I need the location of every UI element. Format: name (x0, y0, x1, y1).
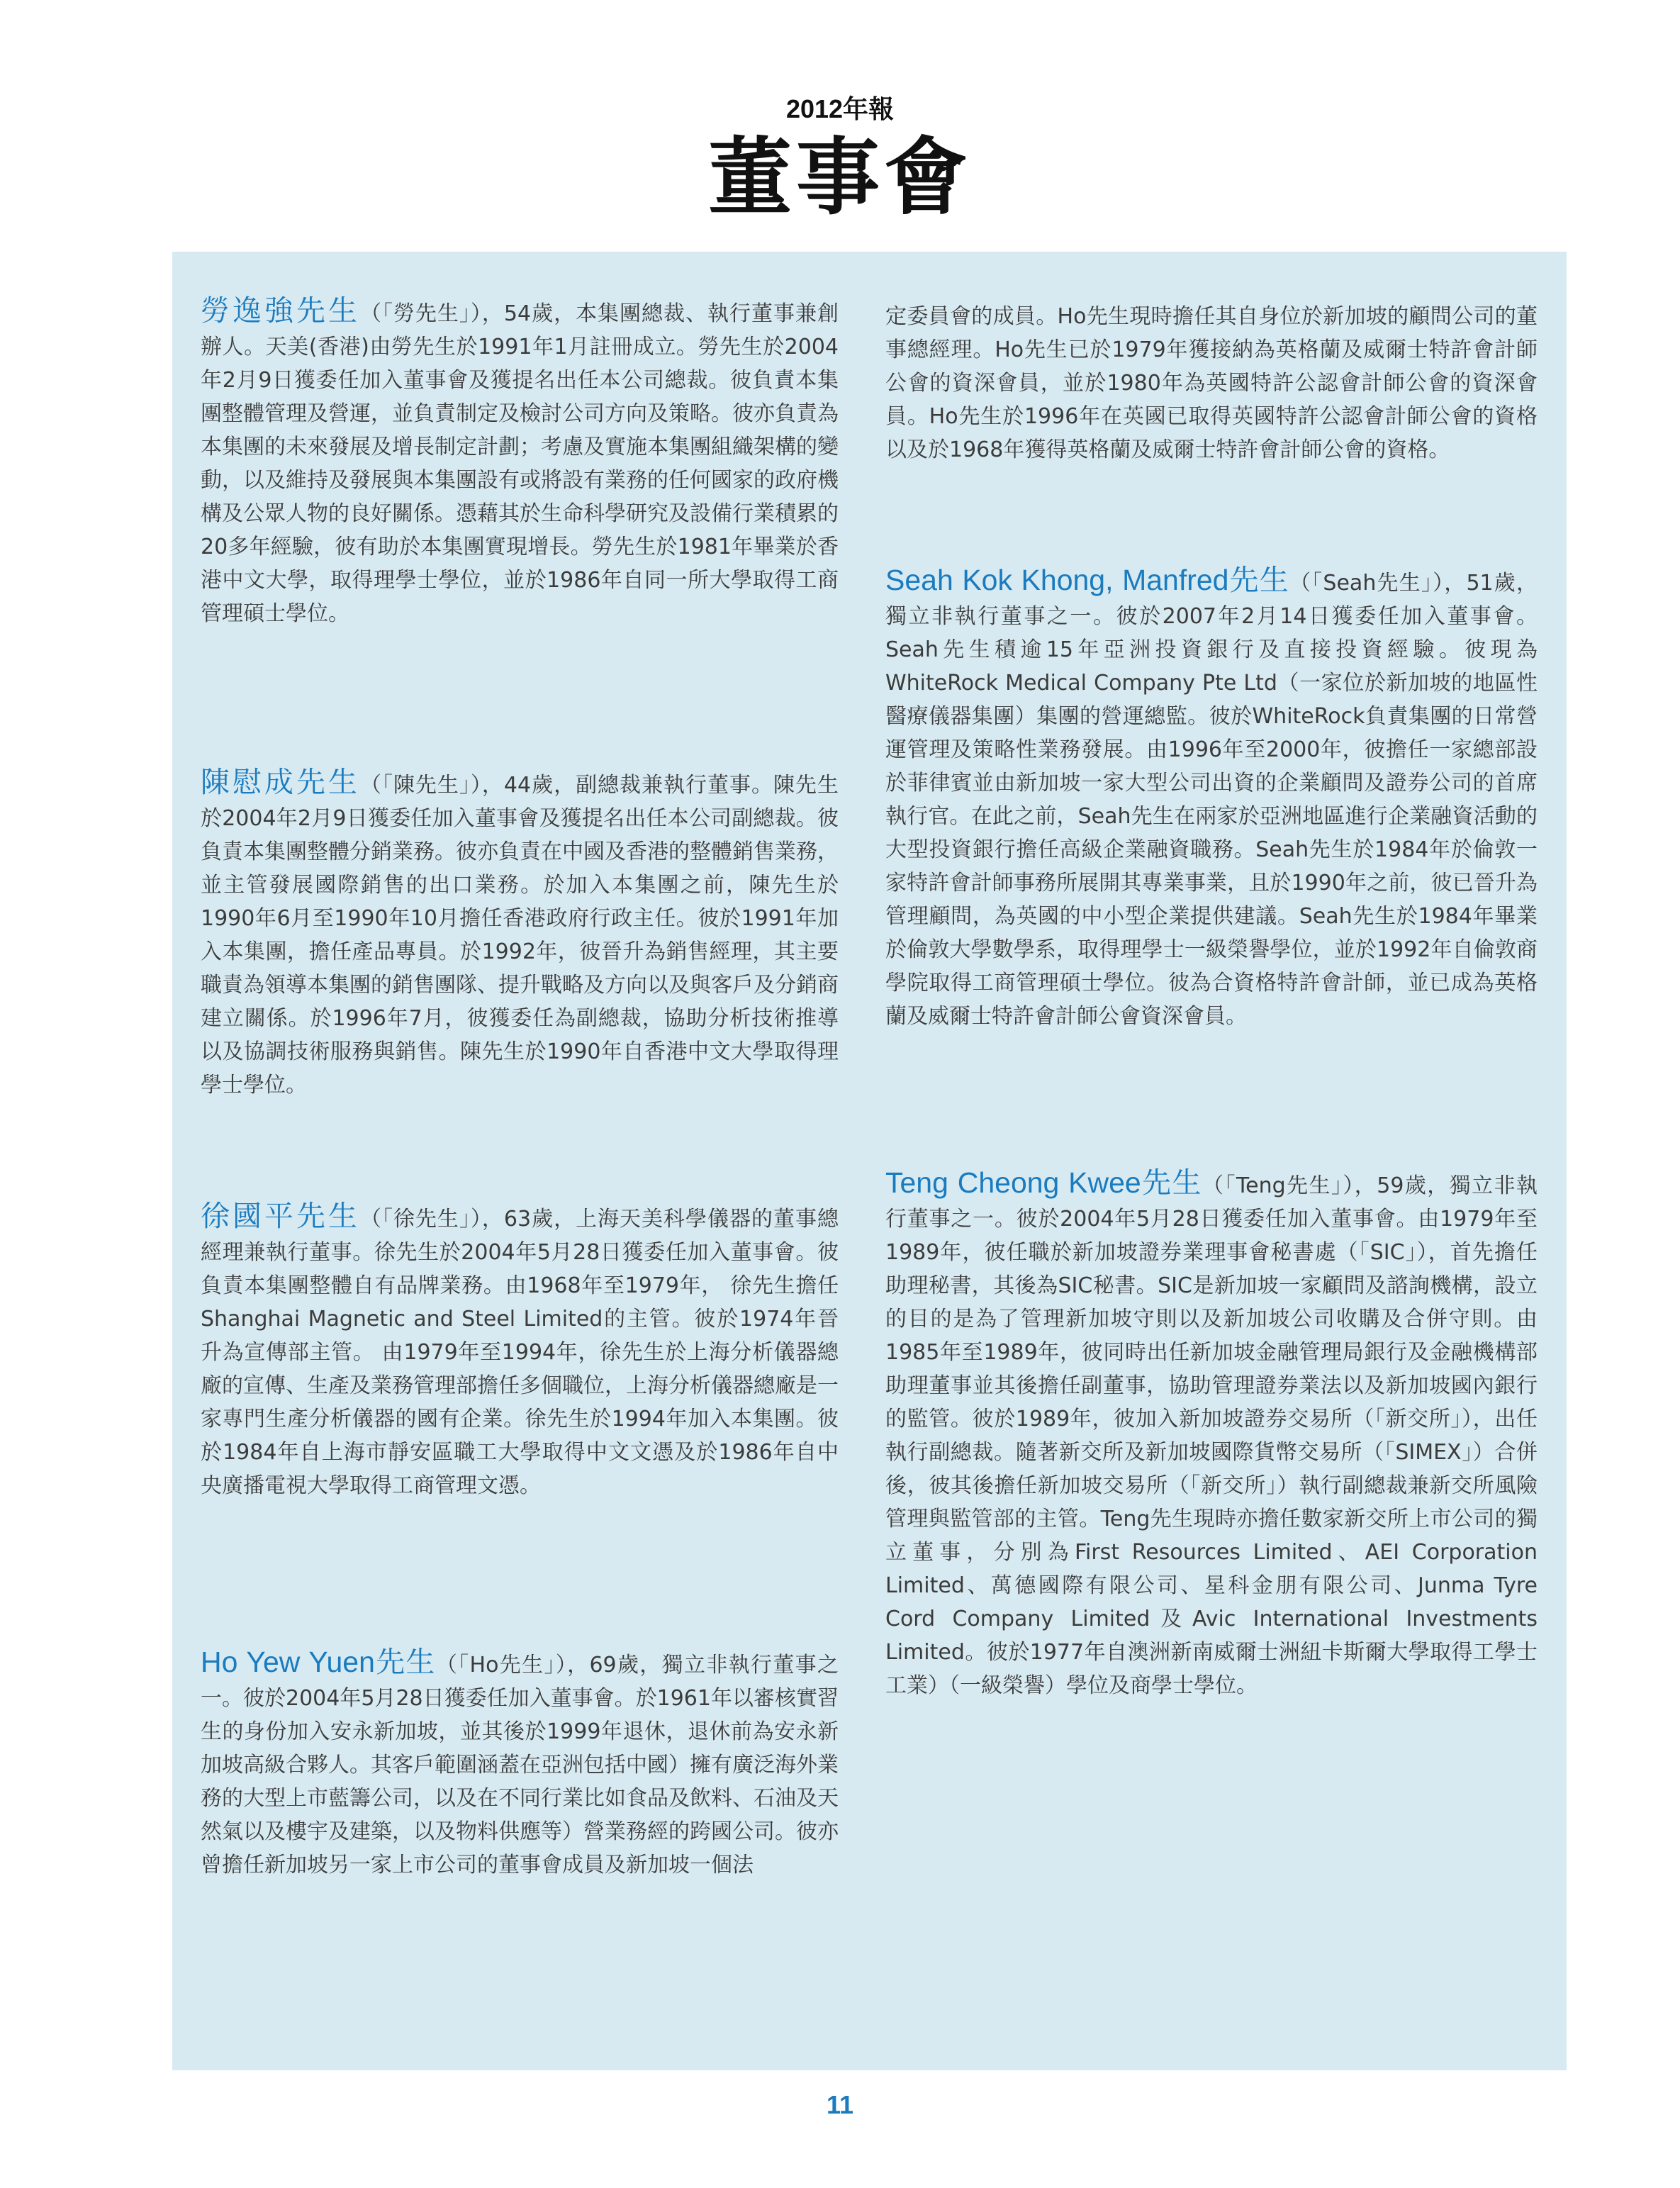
bio-ho-continued (885, 300, 1538, 467)
bio-name-xu: 徐國平先生 (201, 1199, 360, 1233)
page-number: 11 (826, 2090, 854, 2119)
report-year-label: 2012年報 (785, 94, 895, 123)
bio-name-teng: Teng Cheong Kwee先生 (885, 1166, 1203, 1199)
bio-lo (201, 294, 839, 630)
bio-ho (201, 1646, 839, 1882)
bio-name-ho: Ho Yew Yuen先生 (201, 1646, 436, 1678)
bio-name-chan: 陳慰成先生 (201, 765, 360, 799)
bio-text-seah: （「Seah先生」），51歲，獨立非執行董事之一。彼於2007年2月14日獲委任加入董事會。Seah先生積逾15年亞洲投資銀行及直接投資經驗。彼現為WhiteRock Medical Company Pte Ltd（一家位於新加坡的地區性醫療儀器集團）集團的營運總監。彼於WhiteRock負責集團的日常營運管理及策略性業務發展。由1996年至2000年，彼擔任一家總部設於菲律賓並由新加坡一家大型公司出資的企業顧問及證券公司的首席執行官。在此之前，Seah先生在兩家於亞洲地區進行企業融資活動的大型投資銀行擔任高級企業融資職務。Seah先生於1984年於倫敦一家特許會計師事務所展開其專業事業，且於1990年之前，彼已晉升為管理顧問，為英國的中小型企業提供建議。Seah先生於1984年畢業於倫敦大學數學系，取得理學士一級榮譽學位，並於1992年自倫敦商學院取得工商管理碩士學位。彼為合資格特許會計師，並已成為英格蘭及威爾士特許會計師公會資深會員。 (885, 571, 1538, 1029)
bios-panel (172, 252, 1567, 2070)
bio-text-xu: （「徐先生」），63歲，上海天美科學儀器的董事總經理兼執行董事。徐先生於2004年5月28日獲委任加入董事會。彼負責本集團整體自有品牌業務。由1968年至1979年， 徐先生擔任Shanghai Magnetic and Steel Limited的主管。彼於1974年晉升為宣傳部主管。 由1979年至1994年，徐先生於上海分析儀器總廠的宣傳、生產及業務管理部擔任多個職位，上海分析儀器總廠是一家專門生產分析儀器的國有企業。徐先生於1994年加入本集團。彼於1984年自上海市靜安區職工大學取得中文文憑及於1986年自中央廣播電視大學取得工商管理文憑。 (201, 1207, 839, 1498)
bio-seah (885, 564, 1538, 1033)
page-title: 董事會 (707, 128, 972, 226)
bio-name-seah: Seah Kok Khong, Manfred先生 (885, 564, 1290, 596)
bio-name-lo: 勞逸強先生 (201, 294, 360, 328)
bio-text-chan: （「陳先生」），44歲，副總裁兼執行董事。陳先生於2004年2月9日獲委任加入董事會及獲提名出任本公司副總裁。彼負責本集團整體分銷業務。彼亦負責在中國及香港的整體銷售業務，並主管發展國際銷售的出口業務。於加入本集團之前，陳先生於1990年6月至1990年10月擔任香港政府行政主任。彼於1991年加入本集團，擔任產品專員。於1992年，彼晉升為銷售經理，其主要職責為領導本集團的銷售團隊、提升戰略及方向以及與客戶及分銷商建立關係。於1996年7月，彼獲委任為副總裁，協助分析技術推導以及協調技術服務與銷售。陳先生於1990年自香港中文大學取得理學士學位。 (201, 773, 839, 1098)
bio-text-ho: （「Ho先生」），69歲，獨立非執行董事之一。彼於2004年5月28日獲委任加入董事會。於1961年以審核實習生的身份加入安永新加坡，並其後於1999年退休，退休前為安永新加坡高級合夥人。其客戶範圍涵蓋在亞洲包括中國）擁有廣泛海外業務的大型上市藍籌公司，以及在不同行業比如食品及飲料、石油及天然氣以及樓宇及建築，以及物料供應等）營業務經的跨國公司。彼亦曾擔任新加坡另一家上市公司的董事會成員及新加坡一個法 (201, 1653, 839, 1877)
bio-teng (885, 1166, 1538, 1702)
bio-text-teng: （「Teng先生」），59歲，獨立非執行董事之一。彼於2004年5月28日獲委任加入董事會。由1979年至1989年，彼任職於新加坡證券業理事會秘書處（「SIC」），首先擔任助理秘書，其後為SIC秘書。SIC是新加坡一家顧問及諮詢機構，設立的目的是為了管理新加坡守則以及新加坡公司收購及合併守則。由1985年至1989年，彼同時出任新加坡金融管理局銀行及金融機構部助理董事並其後擔任副董事，協助管理證券業法以及新加坡國內銀行的監管。彼於1989年，彼加入新加坡證券交易所（「新交所」），出任執行副總裁。隨著新交所及新加坡國際貨幣交易所（「SIMEX」）合併後，彼其後擔任新加坡交易所（「新交所」）執行副總裁兼新交所風險管理與監管部的主管。Teng先生現時亦擔任數家新交所上市公司的獨立董事，分別為First Resources Limited、AEI Corporation Limited、萬德國際有限公司、星科金朋有限公司、Junma Tyre Cord Company Limited及Avic International Investments Limited。彼於1977年自澳洲新南威爾士洲紐卡斯爾大學取得工學士工業）（一級榮譽）學位及商學士學位。 (885, 1173, 1538, 1698)
bio-xu (201, 1200, 839, 1502)
bio-chan (201, 766, 839, 1102)
bio-text-ho-continued: 定委員會的成員。Ho先生現時擔任其自身位於新加坡的顧問公司的董事總經理。Ho先生已於1979年獲接納為英格蘭及威爾士特許會計師公會的資深會員，並於1980年為英國特許公認會計師公會的資深會員。Ho先生於1996年在英國已取得英國特許公認會計師公會的資格以及於1968年獲得英格蘭及威爾士特許會計師公會的資格。 (885, 304, 1538, 462)
bio-text-lo: （「勞先生」），54歲，本集團總裁、執行董事兼創辦人。天美(香港)由勞先生於1991年1月註冊成立。勞先生於2004年2月9日獲委任加入董事會及獲提名出任本公司總裁。彼負責本集團整體管理及營運，並負責制定及檢討公司方向及策略。彼亦負責為本集團的未來發展及增長制定計劃；考慮及實施本集團組織架構的變動，以及維持及發展與本集團設有或將設有業務的任何國家的政府機構及公眾人物的良好關係。憑藉其於生命科學研究及設備行業積累的20多年經驗，彼有助於本集團實現增長。勞先生於1981年畢業於香港中文大學，取得理學士學位，並於1986年自同一所大學取得工商管理碩士學位。 (201, 301, 839, 626)
